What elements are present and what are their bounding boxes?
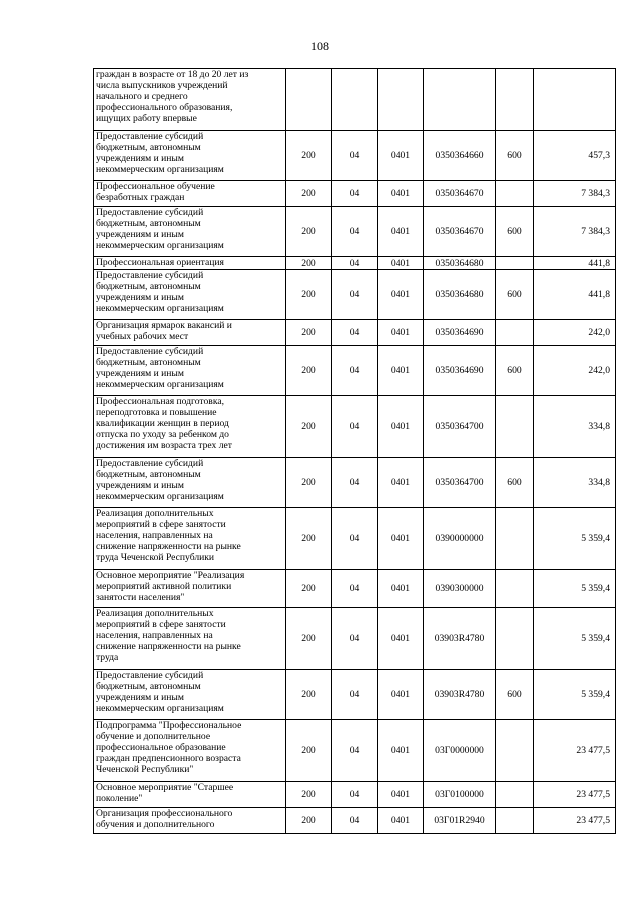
section-code: 04: [332, 508, 378, 570]
section-code: 04: [332, 608, 378, 670]
section-code: 04: [332, 346, 378, 396]
amount: 441,8: [534, 270, 616, 320]
expense-type-code: [496, 181, 534, 207]
subsection-code: 0401: [378, 257, 424, 270]
section-code: 04: [332, 458, 378, 508]
admin-code: 200: [286, 458, 332, 508]
amount: 5 359,4: [534, 570, 616, 608]
expense-type-code: 600: [496, 131, 534, 181]
amount: 334,8: [534, 458, 616, 508]
expense-type-code: 600: [496, 458, 534, 508]
admin-code: 200: [286, 396, 332, 458]
admin-code: 200: [286, 670, 332, 720]
table-row: [94, 458, 616, 508]
target-code: 0350364680: [424, 257, 496, 270]
table-row: [94, 396, 616, 458]
target-code: 0350364700: [424, 458, 496, 508]
table-row: [94, 131, 616, 181]
table-row: [94, 207, 616, 257]
row-name: Предоставление субсидий бюджетным, автономным учреждениям и иным некоммерческим организациям: [94, 346, 286, 396]
section-code: 04: [332, 270, 378, 320]
amount: 5 359,4: [534, 508, 616, 570]
subsection-code: 0401: [378, 346, 424, 396]
expense-type-code: [496, 396, 534, 458]
target-code: [424, 69, 496, 131]
expense-type-code: [496, 782, 534, 808]
row-name: Предоставление субсидий бюджетным, автономным учреждениям и иным некоммерческим организациям: [94, 458, 286, 508]
section-code: 04: [332, 782, 378, 808]
admin-code: 200: [286, 320, 332, 346]
expense-type-code: [496, 69, 534, 131]
row-name: Организация ярмарок вакансий и учебных рабочих мест: [94, 320, 286, 346]
admin-code: 200: [286, 207, 332, 257]
row-name: Профессиональная подготовка, переподготовка и повышение квалификации женщин в период отпуска по уходу за ребенком до достижения им возраста трех лет: [94, 396, 286, 458]
amount: 5 359,4: [534, 608, 616, 670]
subsection-code: 0401: [378, 570, 424, 608]
admin-code: 200: [286, 808, 332, 834]
subsection-code: [378, 69, 424, 131]
row-name: Основное мероприятие "Старшее поколение": [94, 782, 286, 808]
amount: 457,3: [534, 131, 616, 181]
table-row: [94, 570, 616, 608]
target-code: 03Г0000000: [424, 720, 496, 782]
expense-type-code: [496, 570, 534, 608]
subsection-code: 0401: [378, 131, 424, 181]
amount: 242,0: [534, 320, 616, 346]
row-name: Предоставление субсидий бюджетным, автономным учреждениям и иным некоммерческим организациям: [94, 131, 286, 181]
table-row: [94, 257, 616, 270]
subsection-code: 0401: [378, 508, 424, 570]
table-row: [94, 270, 616, 320]
admin-code: 200: [286, 257, 332, 270]
admin-code: 200: [286, 131, 332, 181]
table-row: [94, 808, 616, 834]
section-code: 04: [332, 257, 378, 270]
row-name: Профессиональное обучение безработных граждан: [94, 181, 286, 207]
budget-table: [93, 68, 616, 834]
admin-code: 200: [286, 608, 332, 670]
section-code: 04: [332, 670, 378, 720]
section-code: [332, 69, 378, 131]
expense-type-code: [496, 508, 534, 570]
section-code: 04: [332, 131, 378, 181]
amount: 23 477,5: [534, 808, 616, 834]
subsection-code: 0401: [378, 458, 424, 508]
table-row: [94, 670, 616, 720]
admin-code: 200: [286, 782, 332, 808]
page-number: 108: [311, 39, 329, 53]
table-row: [94, 346, 616, 396]
admin-code: 200: [286, 270, 332, 320]
amount: 334,8: [534, 396, 616, 458]
target-code: 0390300000: [424, 570, 496, 608]
expense-type-code: [496, 320, 534, 346]
target-code: 0350364670: [424, 207, 496, 257]
subsection-code: 0401: [378, 270, 424, 320]
table-row: [94, 320, 616, 346]
row-name: Реализация дополнительных мероприятий в сфере занятости населения, направленных на снижение напряженности на рынке труда: [94, 608, 286, 670]
target-code: 0350364670: [424, 181, 496, 207]
amount: 23 477,5: [534, 720, 616, 782]
admin-code: 200: [286, 181, 332, 207]
section-code: 04: [332, 207, 378, 257]
amount: 242,0: [534, 346, 616, 396]
expense-type-code: 600: [496, 346, 534, 396]
subsection-code: 0401: [378, 181, 424, 207]
expense-type-code: [496, 720, 534, 782]
target-code: 03903R4780: [424, 608, 496, 670]
target-code: 0350364660: [424, 131, 496, 181]
admin-code: 200: [286, 346, 332, 396]
row-name: Предоставление субсидий бюджетным, автономным учреждениям и иным некоммерческим организациям: [94, 670, 286, 720]
expense-type-code: 600: [496, 670, 534, 720]
table-row: [94, 508, 616, 570]
subsection-code: 0401: [378, 782, 424, 808]
section-code: 04: [332, 181, 378, 207]
subsection-code: 0401: [378, 670, 424, 720]
row-name: Профессиональная ориентация: [94, 257, 286, 270]
section-code: 04: [332, 320, 378, 346]
amount: 7 384,3: [534, 207, 616, 257]
row-name: Подпрограмма "Профессиональное обучение и дополнительное профессиональное образование граждан предпенсионного возраста Чеченской Республики": [94, 720, 286, 782]
row-name: Предоставление субсидий бюджетным, автономным учреждениям и иным некоммерческим организациям: [94, 270, 286, 320]
row-name: Предоставление субсидий бюджетным, автономным учреждениям и иным некоммерческим организациям: [94, 207, 286, 257]
subsection-code: 0401: [378, 720, 424, 782]
expense-type-code: [496, 257, 534, 270]
amount: [534, 69, 616, 131]
target-code: 0390000000: [424, 508, 496, 570]
row-name: Основное мероприятие "Реализация мероприятий активной политики занятости населения": [94, 570, 286, 608]
target-code: 0350364680: [424, 270, 496, 320]
row-name: Реализация дополнительных мероприятий в сфере занятости населения, направленных на снижение напряженности на рынке труда Чеченской Республики: [94, 508, 286, 570]
subsection-code: 0401: [378, 608, 424, 670]
expense-type-code: [496, 808, 534, 834]
subsection-code: 0401: [378, 808, 424, 834]
amount: 23 477,5: [534, 782, 616, 808]
subsection-code: 0401: [378, 396, 424, 458]
table-row: [94, 69, 616, 131]
target-code: 03Г0100000: [424, 782, 496, 808]
subsection-code: 0401: [378, 207, 424, 257]
admin-code: [286, 69, 332, 131]
amount: 5 359,4: [534, 670, 616, 720]
expense-type-code: 600: [496, 207, 534, 257]
amount: 7 384,3: [534, 181, 616, 207]
row-name: граждан в возрасте от 18 до 20 лет из числа выпускников учреждений начального и среднего профессионального образования, ищущих работу впервые: [94, 69, 286, 131]
table-row: [94, 782, 616, 808]
target-code: 0350364700: [424, 396, 496, 458]
amount: 441,8: [534, 257, 616, 270]
subsection-code: 0401: [378, 320, 424, 346]
row-name: Организация профессионального обучения и дополнительного: [94, 808, 286, 834]
target-code: 03Г01R2940: [424, 808, 496, 834]
table-row: [94, 720, 616, 782]
section-code: 04: [332, 808, 378, 834]
section-code: 04: [332, 570, 378, 608]
target-code: 0350364690: [424, 320, 496, 346]
table-row: [94, 181, 616, 207]
admin-code: 200: [286, 570, 332, 608]
expense-type-code: 600: [496, 270, 534, 320]
target-code: 03903R4780: [424, 670, 496, 720]
admin-code: 200: [286, 720, 332, 782]
table-row: [94, 608, 616, 670]
section-code: 04: [332, 720, 378, 782]
admin-code: 200: [286, 508, 332, 570]
target-code: 0350364690: [424, 346, 496, 396]
section-code: 04: [332, 396, 378, 458]
expense-type-code: [496, 608, 534, 670]
